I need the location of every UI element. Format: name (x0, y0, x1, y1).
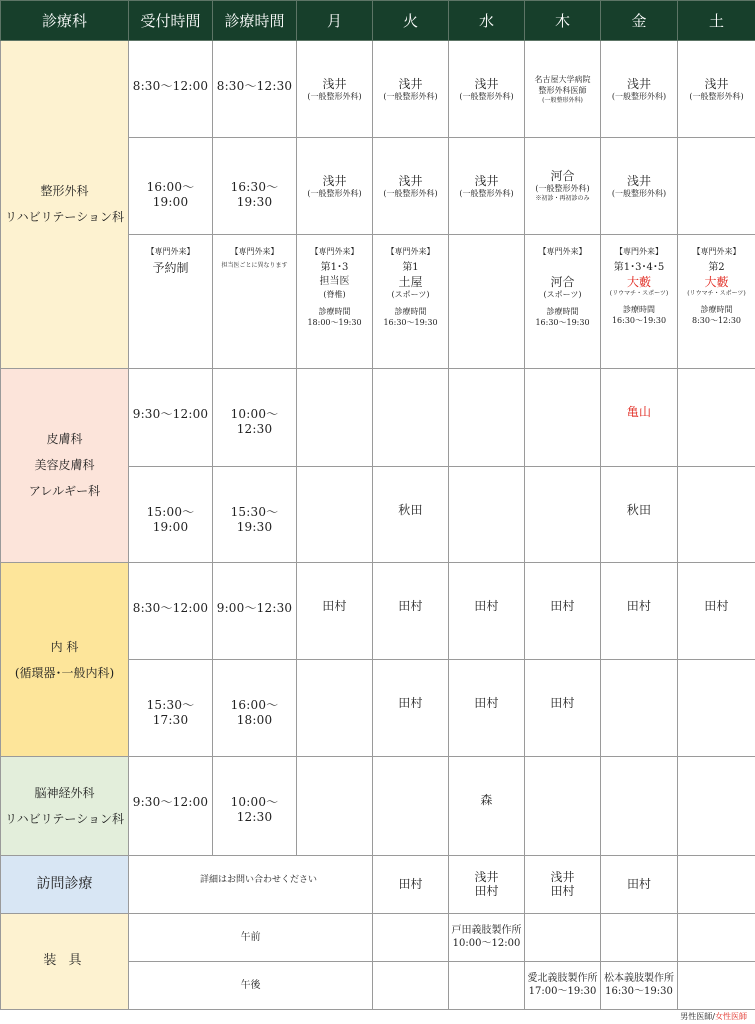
dept-int-name2: (循環器･一般内科) (14, 665, 115, 680)
equip-am-tue (373, 913, 449, 961)
ortho-am-mon: 浅井 (一般整形外科) (297, 41, 373, 138)
legend-sep: / (712, 1012, 715, 1021)
ortho-special-thu: 【専門外来】 河合 (スポーツ) 診療時間 16:30〜19:30 (525, 235, 601, 368)
ortho-am-thu: 名古屋大学病院 整形外科医師 (一般整形外科) (525, 41, 601, 138)
ortho-special-sat: 【専門外来】 第2 大藪 (リウマチ・スポーツ) 診療時間 8:30〜12:30 (678, 235, 755, 368)
visit-note: 詳細はお問い合わせください (129, 855, 373, 913)
ortho-special-fri: 【専門外来】 第1･3･4･5 大藪 (リウマチ・スポーツ) 診療時間 16:30〜19:30 (601, 235, 678, 368)
derm-am-sat (678, 368, 755, 466)
int-am-consult: 9:00〜12:30 (213, 563, 297, 660)
legend (680, 1011, 747, 1023)
derm-am-thu (525, 368, 601, 466)
ortho-pm-mon: 浅井 (一般整形外科) (297, 138, 373, 235)
dept-ortho-name2: リハビリテーション科 (5, 210, 124, 225)
dept-home-visit: 訪問診療 (1, 855, 129, 913)
neuro-thu (525, 757, 601, 855)
neuro-sat (678, 757, 755, 855)
ortho-am-tue: 浅井 (一般整形外科) (373, 41, 449, 138)
int-pm-wed: 田村 (449, 660, 525, 757)
header-day-tue: 火 (373, 1, 449, 41)
int-pm-sat (678, 660, 755, 757)
header-row (1, 1, 755, 41)
derm-pm-reception: 15:00〜19:00 (129, 466, 213, 562)
female-doctor-name: 大藪 (626, 275, 651, 290)
derm-am-reception: 9:30〜12:00 (129, 368, 213, 466)
equip-pm-label: 午後 (129, 961, 373, 1009)
derm-pm-wed (449, 466, 525, 562)
dept-orthopedics (1, 41, 129, 369)
derm-pm-consult: 15:30〜19:30 (213, 466, 297, 562)
neuro-consult: 10:00〜12:30 (213, 757, 297, 855)
derm-am-mon (297, 368, 373, 466)
dept-orthotics: 装 具 (1, 913, 129, 1009)
derm-pm-fri: 秋田 (601, 466, 678, 562)
int-pm-fri (601, 660, 678, 757)
derm-pm-thu (525, 466, 601, 562)
derm-am-row (1, 368, 755, 466)
ortho-am-wed: 浅井 (一般整形外科) (449, 41, 525, 138)
derm-am-wed (449, 368, 525, 466)
visit-sat (678, 855, 755, 913)
neuro-tue (373, 757, 449, 855)
int-am-wed: 田村 (449, 563, 525, 660)
neuro-wed: 森 (449, 757, 525, 855)
dept-derm-name3: アレルギー科 (28, 484, 101, 499)
dept-derm-name2: 美容皮膚科 (34, 458, 95, 473)
visit-row (1, 855, 755, 913)
derm-pm-mon (297, 466, 373, 562)
ortho-pm-thu: 河合 (一般整形外科) ※初診・再初診のみ (525, 138, 601, 235)
ortho-pm-consult: 16:30〜19:30 (213, 138, 297, 235)
ortho-pm-sat (678, 138, 755, 235)
ortho-am-sat: 浅井 (一般整形外科) (678, 41, 755, 138)
neuro-row (1, 757, 755, 855)
ortho-pm-reception: 16:00〜19:00 (129, 138, 213, 235)
equip-am-wed: 戸田義肢製作所 10:00〜12:00 (449, 913, 525, 961)
int-am-sat: 田村 (678, 563, 755, 660)
neuro-reception: 9:30〜12:00 (129, 757, 213, 855)
derm-am-consult: 10:00〜12:30 (213, 368, 297, 466)
female-doctor-name: 大藪 (704, 275, 729, 290)
visit-tue: 田村 (373, 855, 449, 913)
dept-neurosurgery (1, 757, 129, 855)
dept-ortho-name1: 整形外科 (40, 184, 89, 199)
ortho-pm-tue: 浅井 (一般整形外科) (373, 138, 449, 235)
derm-am-tue (373, 368, 449, 466)
equip-am-sat (678, 913, 755, 961)
derm-am-fri (601, 368, 678, 466)
dept-internal-medicine (1, 563, 129, 757)
dept-derm-name1: 皮膚科 (46, 432, 83, 447)
equip-pm-thu: 愛北義肢製作所 17:00〜19:30 (525, 961, 601, 1009)
equip-am-thu (525, 913, 601, 961)
header-day-wed: 水 (449, 1, 525, 41)
ortho-am-row (1, 41, 755, 138)
equip-pm-wed (449, 961, 525, 1009)
ortho-special-wed (449, 235, 525, 368)
int-pm-reception: 15:30〜17:30 (129, 660, 213, 757)
dept-int-name1: 内 科 (50, 639, 79, 654)
neuro-fri (601, 757, 678, 855)
int-pm-consult: 16:00〜18:00 (213, 660, 297, 757)
visit-thu: 浅井 田村 (525, 855, 601, 913)
derm-pm-sat (678, 466, 755, 562)
dept-dermatology (1, 368, 129, 562)
internal-am-row (1, 563, 755, 660)
female-doctor-name: 亀山 (626, 404, 652, 419)
equip-am-row (1, 913, 755, 961)
header-day-thu: 木 (525, 1, 601, 41)
int-pm-mon (297, 660, 373, 757)
neuro-mon (297, 757, 373, 855)
ortho-pm-wed: 浅井 (一般整形外科) (449, 138, 525, 235)
int-am-mon: 田村 (297, 563, 373, 660)
visit-fri: 田村 (601, 855, 678, 913)
derm-pm-tue: 秋田 (373, 466, 449, 562)
ortho-special-mon: 【専門外来】 第1･3 担当医 (脊椎) 診療時間 18:00〜19:30 (297, 235, 373, 368)
ortho-am-consult: 8:30〜12:30 (213, 41, 297, 138)
equip-am-label: 午前 (129, 913, 373, 961)
ortho-special-consult: 【専門外来】 担当医ごとに異なります (213, 235, 297, 368)
equip-pm-tue (373, 961, 449, 1009)
int-am-fri: 田村 (601, 563, 678, 660)
header-consult: 診療時間 (213, 1, 297, 41)
int-pm-tue: 田村 (373, 660, 449, 757)
dept-neuro-name1: 脳神経外科 (34, 785, 95, 800)
legend-female: 女性医師 (715, 1012, 747, 1021)
header-day-mon: 月 (297, 1, 373, 41)
ortho-special-tue: 【専門外来】 第1 土屋 (スポーツ) 診療時間 16:30〜19:30 (373, 235, 449, 368)
visit-wed: 浅井 田村 (449, 855, 525, 913)
header-reception: 受付時間 (129, 1, 213, 41)
equip-pm-fri: 松本義肢製作所 16:30〜19:30 (601, 961, 678, 1009)
equip-am-fri (601, 913, 678, 961)
header-dept: 診療科 (1, 1, 129, 41)
equip-pm-sat (678, 961, 755, 1009)
ortho-am-reception: 8:30〜12:00 (129, 41, 213, 138)
int-pm-thu: 田村 (525, 660, 601, 757)
ortho-special-reception: 【専門外来】 予約制 (129, 235, 213, 368)
ortho-pm-fri: 浅井 (一般整形外科) (601, 138, 678, 235)
int-am-tue: 田村 (373, 563, 449, 660)
ortho-am-fri: 浅井 (一般整形外科) (601, 41, 678, 138)
int-am-thu: 田村 (525, 563, 601, 660)
int-am-reception: 8:30〜12:00 (129, 563, 213, 660)
header-day-sat: 土 (678, 1, 755, 41)
legend-male: 男性医師 (680, 1012, 713, 1021)
dept-neuro-name2: リハビリテーション科 (5, 811, 124, 826)
header-day-fri: 金 (601, 1, 678, 41)
